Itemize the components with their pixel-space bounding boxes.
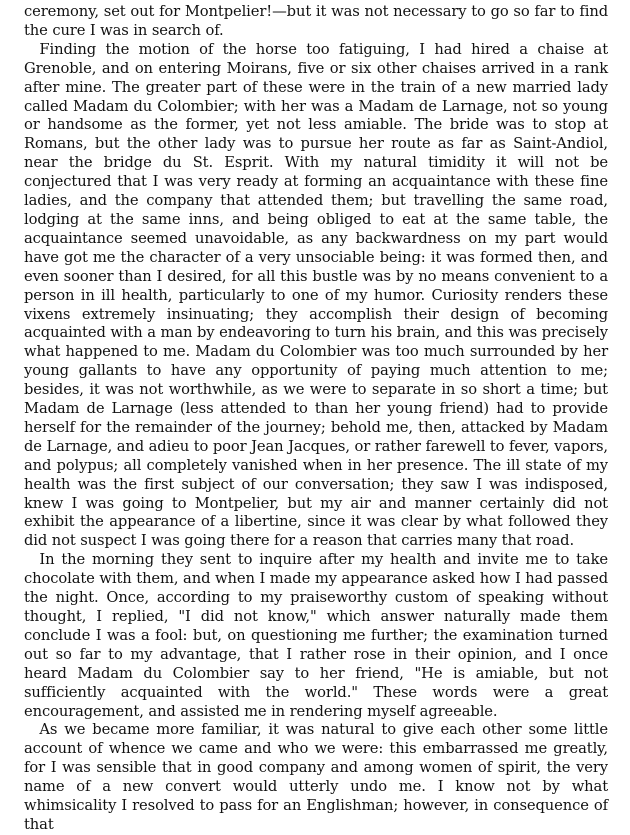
paragraph-2: Finding the motion of the horse too fatiguing, I had hired a chaise at Grenoble, and on entering Moirans, five or six other chaises arrived in a rank after mine. The greater part of these were in the train of a new married lady called Madam du Colombier; with her was a Madam de Larnage, not so young or handsome as the former, yet not less amiable. The bride was to stop at Romans, but the other lady was to pursue her route as far as Saint-Andiol, near the bridge du St. Esprit. With my natural timidity it will not be conjectured that I was very ready at forming an acquaintance with these fine ladies, and the company that attended them; but travelling the same road, lodging at the same inns, and being obliged to eat at the same table, the acquaintance seemed unavoidable, as any backwardness on my part would have got me the character of a very unsociable being: it was formed then, and even sooner than I desired, for all this bustle was by no means convenient to a person in ill health, particularly to one of my humor. Curiosity renders these vixens extremely insinuating; they accomplish their design of becoming acquainted with a man by endeavoring to turn his brain, and this was precisely what happened to me. Madam du Colombier was too much surrounded by her young gallants to have any opportunity of paying much attention to me; besides, it was not worthwhile, as we were to separate in so short a time; but Madam de Larnage (less attended to than her young friend) had to provide herself for the remainder of the journey; behold me, then, attacked by Madam de Larnage, and adieu to poor Jean Jacques, or rather farewell to fever, vapors, and polypus; all completely vanished when in her presence. The ill state of my health was the first subject of our conversation; they saw I was indisposed, knew I was going to Montpelier, but my air and manner certainly did not exhibit the appearance of a libertine, since it was clear by what followed they did not suspect I was going there for a reason that carries many that road.	[24, 40, 608, 550]
paragraph-1: ceremony, set out for Montpelier!—but it was not necessary to go so far to find the cure I was in search of.	[24, 3, 608, 39]
paragraph-4: As we became more familiar, it was natural to give each other some little account of whence we came and who we were: this embarrassed me greatly, for I was sensible that in good company and among women of spirit, the very name of a new convert would utterly undo me. I know not by what whimsicality I resolved to pass for an Englishman; however, in consequence of that	[24, 721, 608, 833]
paragraph-3: In the morning they sent to inquire after my health and invite me to take chocolate with them, and when I made my appearance asked how I had passed the night. Once, according to my praiseworthy custom of speaking without thought, I replied, "I did not know," which answer naturally made them conclude I was a fool: but, on questioning me further; the examination turned out so far to my advantage, that I rather rose in their opinion, and I once heard Madam du Colombier say to her friend, "He is amiable, but not sufficiently acquainted with the world." These words were a great encouragement, and assisted me in rendering myself agreeable.	[24, 551, 608, 720]
